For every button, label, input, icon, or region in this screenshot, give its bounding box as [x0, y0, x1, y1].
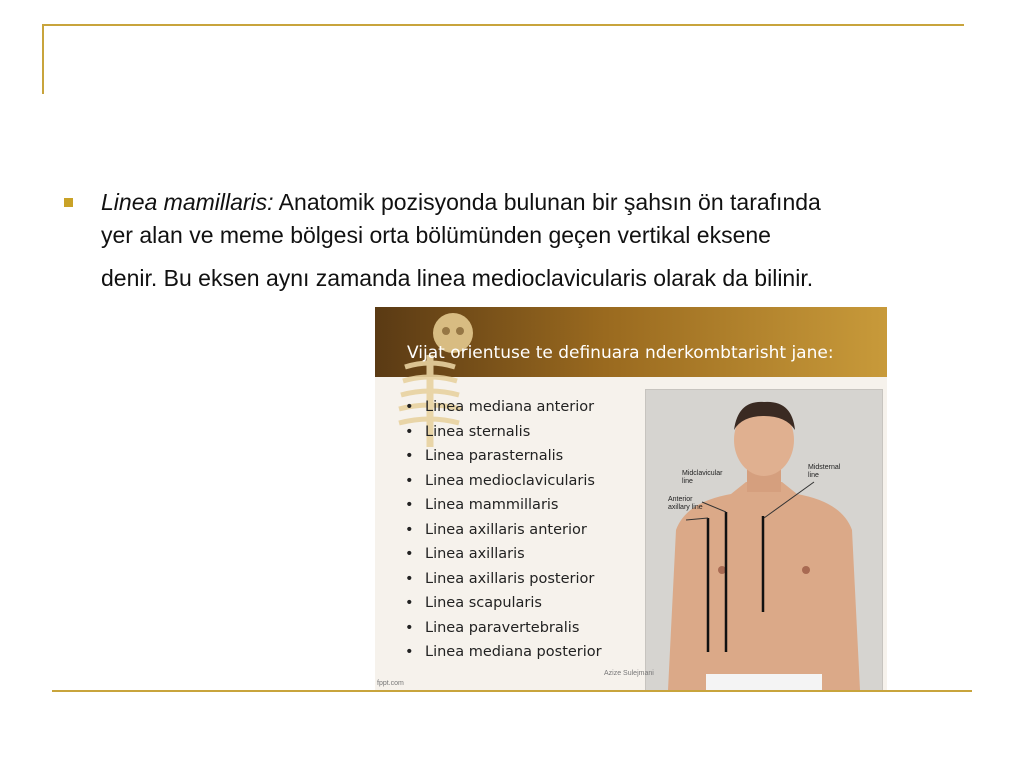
source-credit: fppt.com [377, 680, 404, 687]
list-item: • Linea scapularis [405, 591, 602, 616]
slide-frame-top-rule [42, 24, 964, 26]
label-anterior-axillary-line: Anterior axillary line [668, 496, 703, 511]
text-line-2: yer alan ve meme bölgesi orta bölümünden geçen vertikal eksene [101, 222, 771, 248]
slide-frame-bottom-rule [52, 690, 972, 692]
list-item: • Linea axillaris [405, 542, 602, 567]
square-bullet-icon [64, 198, 73, 207]
author-credit: Azize Sulejmani [604, 670, 654, 677]
text-line-1: Anatomik pozisyonda bulunan bir şahsın ön tarafında [273, 189, 821, 215]
figure-title: Vijat orientuse te definuara nderkombtarisht jane: [407, 343, 834, 363]
bullet-text [101, 186, 961, 295]
list-item: • Linea sternalis [405, 420, 602, 445]
torso-photo [604, 389, 883, 690]
torso-illustration [646, 390, 882, 690]
anatomy-figure [375, 307, 887, 690]
list-item: • Linea axillaris anterior [405, 518, 602, 543]
list-item: • Linea parasternalis [405, 444, 602, 469]
term-linea-mamillaris: Linea mamillaris: [101, 189, 274, 215]
text-line-3: denir. Bu eksen aynı zamanda linea medioclavicularis olarak da bilinir. [101, 265, 814, 291]
label-midsternal-line: Midsternal line [808, 464, 841, 479]
slide-frame-left-rule [42, 24, 44, 94]
list-item: • Linea axillaris posterior [405, 567, 602, 592]
line-list [405, 395, 602, 665]
list-item: • Linea mammillaris [405, 493, 602, 518]
list-item: • Linea mediana anterior [405, 395, 602, 420]
label-midclavicular-line: Midclavicular line [682, 470, 723, 485]
list-item: • Linea medioclavicularis [405, 469, 602, 494]
list-item: • Linea mediana posterior [405, 640, 602, 665]
list-item: • Linea paravertebralis [405, 616, 602, 641]
